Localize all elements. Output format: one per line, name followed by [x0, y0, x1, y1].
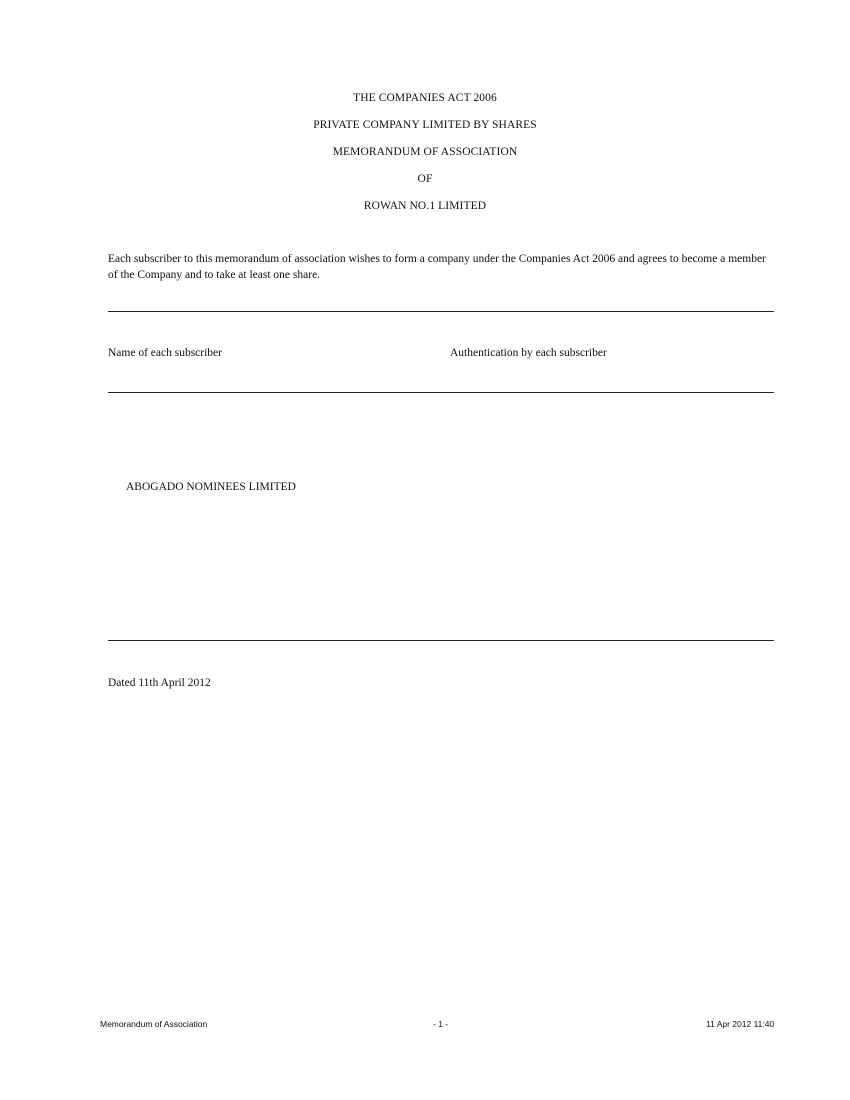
company-name-heading: ROWAN NO.1 LIMITED [363, 200, 487, 212]
column-label-name: Name of each subscriber [108, 347, 222, 359]
divider-header [108, 392, 774, 393]
column-label-authentication: Authentication by each subscriber [450, 347, 607, 359]
intro-paragraph: Each subscriber to this memorandum of association wishes to form a company under the Companies Act 2006 and agrees to become a member of the Company and to take at least one share. [108, 253, 766, 281]
footer-doc-name: Memorandum of Association [100, 1019, 208, 1029]
footer-timestamp: 11 Apr 2012 11:40 [706, 1019, 775, 1029]
of-heading: OF [417, 173, 433, 185]
document-title: MEMORANDUM OF ASSOCIATION [332, 146, 518, 158]
footer-page-number: - 1 - [433, 1019, 449, 1029]
subscriber-name: ABOGADO NOMINEES LIMITED [126, 481, 296, 493]
act-heading: THE COMPANIES ACT 2006 [353, 92, 497, 104]
dated-line: Dated 11th April 2012 [108, 677, 211, 689]
divider-top [108, 311, 774, 312]
divider-bottom [108, 640, 774, 641]
company-type-heading: PRIVATE COMPANY LIMITED BY SHARES [313, 119, 537, 131]
